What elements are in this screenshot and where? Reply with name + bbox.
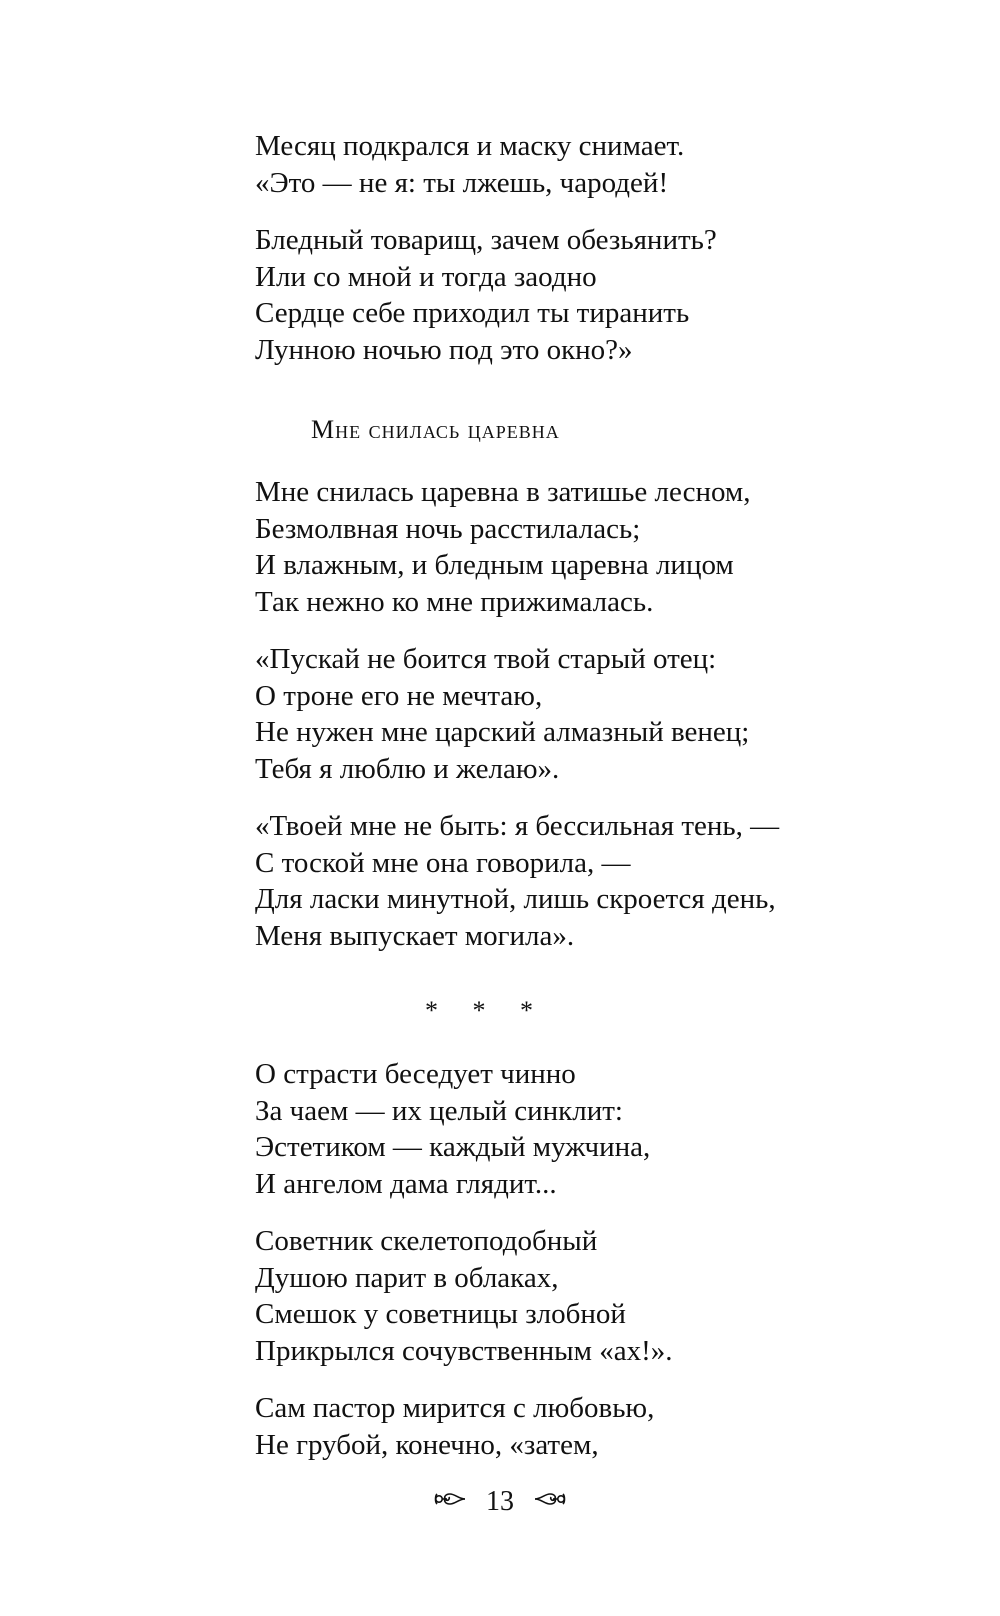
- text-block: [255, 128, 895, 1484]
- verse-line: О страсти беседует чинно: [255, 1058, 576, 1090]
- verse-line: «Твоей мне не быть: я бессильная тень, —: [255, 810, 780, 842]
- verse-line: Эстетиком — каждый мужчина,: [255, 1131, 651, 1163]
- verse-line: Бледный товарищ, зачем обезьянить?: [255, 224, 717, 256]
- verse-line: Сердце себе приходил ты тиранить: [255, 297, 690, 329]
- verse-line: Так нежно ко мне прижималась.: [255, 585, 654, 618]
- verse-line: С тоской мне она говорила, —: [255, 846, 631, 879]
- verse-line: За чаем — их целый синклит:: [255, 1094, 623, 1127]
- verse-line: «Это — не я: ты лжешь, чародей!: [255, 166, 669, 199]
- verse-line: И ангелом дама глядит...: [255, 1167, 557, 1200]
- page-number: 13: [486, 1485, 514, 1517]
- floral-ornament-right-icon: [533, 1484, 567, 1520]
- stanza-poem1-2: [255, 222, 895, 368]
- verse-line: Лунною ночью под это окно?»: [255, 333, 633, 366]
- stanza-poem3-2: [255, 1223, 895, 1369]
- section-separator: * * *: [425, 996, 547, 1025]
- verse-line: Сам пастор мирится с любовью,: [255, 1392, 655, 1424]
- verse-line: Не грубой, конечно, «затем,: [255, 1428, 599, 1461]
- verse-line: Месяц подкрался и маску снимает.: [255, 130, 685, 162]
- page-footer: [0, 1482, 1000, 1520]
- stanza-poem2-3: [255, 808, 895, 954]
- verse-line: Или со мной и тогда заодно: [255, 260, 597, 293]
- stanza-poem1-1: [255, 128, 895, 201]
- stanza-poem3-1: [255, 1056, 895, 1202]
- verse-line: Не нужен мне царский алмазный венец;: [255, 716, 750, 748]
- verse-line: И влажным, и бледным царевна лицом: [255, 549, 734, 581]
- verse-line: Меня выпускает могила».: [255, 919, 575, 952]
- stanza-poem2-1: [255, 474, 895, 620]
- verse-line: Безмолвная ночь расстилалась;: [255, 512, 641, 545]
- verse-line: Советник скелетоподобный: [255, 1225, 598, 1257]
- verse-line: «Пускай не боится твой старый отец:: [255, 643, 717, 675]
- poem-title: Мне снилась царевна: [311, 415, 560, 444]
- verse-line: Для ласки минутной, лишь скроется день,: [255, 883, 776, 915]
- stanza-poem2-2: [255, 641, 895, 787]
- verse-line: Душою парит в облаках,: [255, 1261, 559, 1294]
- verse-line: Мне снилась царевна в затишье лесном,: [255, 476, 751, 508]
- verse-line: Прикрылся сочувственным «ах!».: [255, 1334, 673, 1367]
- verse-line: Тебя я люблю и желаю».: [255, 752, 560, 785]
- verse-line: Смешок у советницы злобной: [255, 1298, 626, 1330]
- floral-ornament-left-icon: [433, 1484, 467, 1520]
- verse-line: О троне его не мечтаю,: [255, 679, 543, 712]
- stanza-poem3-3: [255, 1390, 895, 1463]
